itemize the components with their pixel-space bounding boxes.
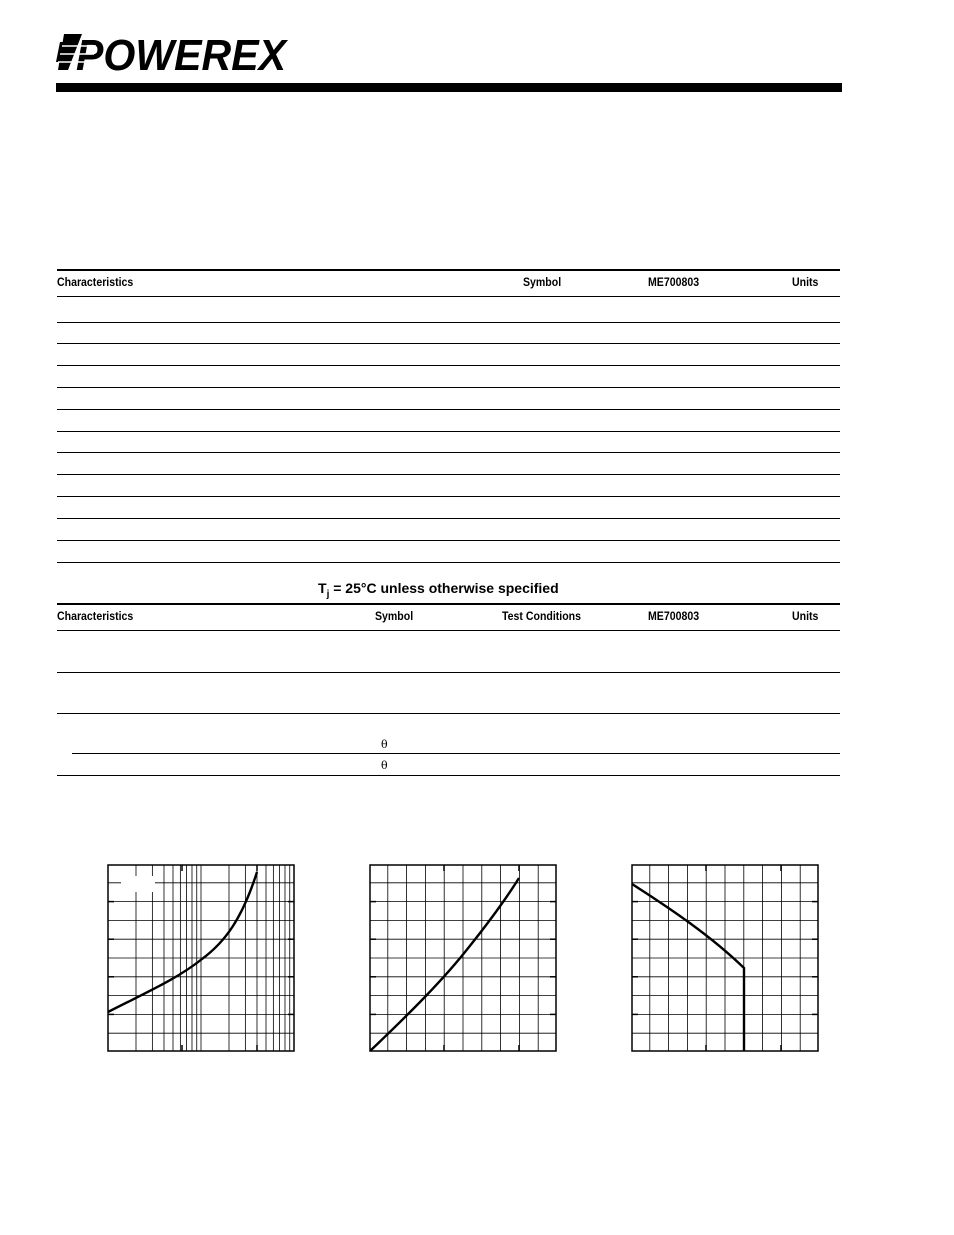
theta-symbol: θ (381, 759, 388, 772)
table1-row-rule (57, 322, 840, 323)
table2-header-test-conditions: Test Conditions (502, 609, 582, 623)
table1-row-rule (57, 496, 840, 497)
table2-header-part: ME700803 (648, 609, 700, 623)
table1-header-part: ME700803 (648, 275, 700, 289)
table2-header-characteristics: Characteristics (57, 609, 134, 623)
table2-header-symbol: Symbol (375, 609, 414, 623)
table1-row-rule (57, 452, 840, 453)
table1-bottom-rule (57, 562, 840, 563)
table1-row-rule (57, 365, 840, 366)
chart-2-linear (369, 864, 557, 1052)
chart-3-linear (631, 864, 819, 1052)
chart-1-curve (108, 872, 257, 1012)
chart-1-log-scale (107, 864, 295, 1052)
table1-row-rule (57, 409, 840, 410)
table1-header-characteristics: Characteristics (57, 275, 134, 289)
table1-header-symbol: Symbol (523, 275, 562, 289)
table2-row-rule (57, 672, 840, 673)
table1-top-rule (57, 269, 840, 271)
table2-bottom-rule (57, 775, 840, 776)
header-rule (56, 83, 842, 92)
table1-row-rule (57, 387, 840, 388)
table2-header-units: Units (792, 609, 819, 623)
table1-header-units: Units (792, 275, 819, 289)
table1-row-rule (57, 343, 840, 344)
table2-header-rule (57, 630, 840, 631)
table1-header-rule (57, 296, 840, 297)
table2-top-rule (57, 603, 840, 605)
table1-row-rule (57, 540, 840, 541)
table1-row-rule (57, 431, 840, 432)
powerex-logo (56, 30, 288, 74)
table2-row-rule (57, 713, 840, 714)
table1-row-rule (57, 518, 840, 519)
theta-symbol: θ (381, 738, 388, 751)
chart-1-label-box (121, 876, 155, 892)
table2-condition-note: $T_j = 25^\circ C$ unless otherwise specified (318, 580, 559, 600)
table1-row-rule (57, 474, 840, 475)
table2-subrow-rule (72, 753, 840, 754)
chart-3-curve (632, 884, 744, 1051)
svg-text:POWEREX: POWEREX (76, 31, 288, 74)
